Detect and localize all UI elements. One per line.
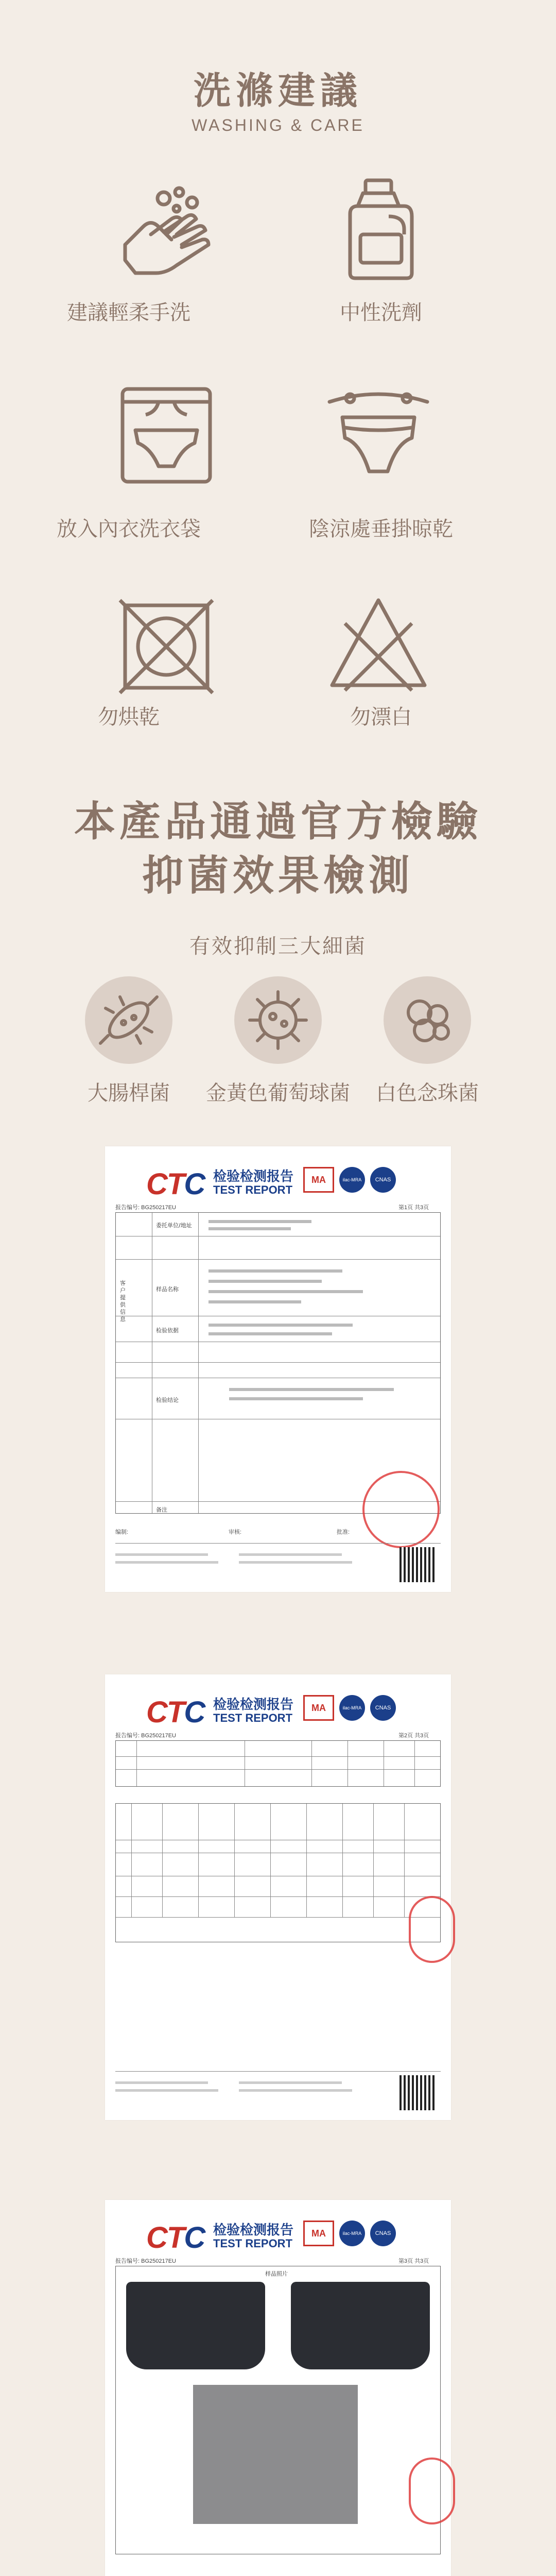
- sign-prepared: 编制:: [115, 1529, 129, 1535]
- report-number: 报告编号: BG250217EU: [115, 2258, 176, 2264]
- hand-wash-icon: [115, 183, 218, 286]
- detergent-icon: [327, 178, 430, 281]
- care-subtitle: WASHING & CARE: [192, 116, 364, 134]
- report-title-cn: 检验检测报告: [213, 2223, 294, 2238]
- sample-photo-fabric: [193, 2385, 358, 2524]
- care-label-no-bleach: 勿漂白: [350, 705, 412, 729]
- qr-code: [399, 1547, 435, 1582]
- report-page: 第1页 共3页: [398, 1205, 429, 1211]
- care-label-detergent: 中性洗劑: [340, 301, 422, 325]
- report-title-en: TEST REPORT: [213, 2237, 293, 2250]
- row-client: 委托单位/地址: [156, 1222, 192, 1229]
- report-title-cn: 检验检测报告: [213, 1169, 294, 1184]
- staphylococcus-icon: [234, 976, 322, 1064]
- row-conclusion: 检验结论: [156, 1397, 179, 1403]
- hang-dry-icon: [327, 389, 430, 492]
- ilac-badge: ilac-MRA: [339, 1167, 365, 1193]
- ctc-logo: CTC: [146, 2221, 205, 2255]
- row-remark: 备注: [156, 1506, 167, 1513]
- report-number: 报告编号: BG250217EU: [115, 1205, 176, 1211]
- report-seal: [362, 1471, 440, 1548]
- care-title: 洗滌建議: [193, 69, 362, 112]
- laundry-bag-icon: [115, 384, 218, 487]
- report-title-en: TEST REPORT: [213, 1183, 293, 1196]
- no-bleach-icon: [327, 592, 430, 696]
- cnas-badge: CNAS: [370, 1167, 396, 1193]
- row-sample: 样品名称: [156, 1286, 179, 1293]
- test-report-page-3: [105, 2200, 451, 2576]
- care-label-hand-wash: 建議輕柔手洗: [67, 301, 190, 325]
- report-title-cn: 检验检测报告: [213, 1697, 294, 1713]
- cnas-badge: CNAS: [370, 1695, 396, 1721]
- report-page: 第2页 共3页: [398, 1733, 429, 1739]
- ctc-logo: CTC: [146, 1696, 205, 1729]
- report-info-table: [115, 1212, 441, 1514]
- bacteria-label-staphylococcus: 金黃色葡萄球菌: [206, 1081, 350, 1105]
- sample-photo-back: [291, 2282, 430, 2369]
- ilac-badge: ilac-MRA: [339, 1695, 365, 1721]
- row-standard: 检验依据: [156, 1327, 179, 1334]
- sign-approved: 批准:: [337, 1529, 350, 1535]
- report-summary-table: [115, 1740, 441, 1787]
- candida-icon: [384, 976, 471, 1064]
- test-report-page-1: [105, 1146, 451, 1592]
- test-report-page-2: [105, 1674, 451, 2120]
- cnas-badge: CNAS: [370, 2221, 396, 2246]
- section-client-info: 客户提供信息: [120, 1280, 126, 1323]
- bacteria-label-candida: 白色念珠菌: [376, 1081, 479, 1105]
- ma-badge: MA: [303, 1695, 334, 1721]
- bacteria-label-e-coli: 大腸桿菌: [88, 1081, 170, 1105]
- test-headline-line1: 本產品通過官方檢驗: [74, 798, 482, 845]
- ctc-logo: CTC: [146, 1167, 205, 1201]
- qr-code: [399, 2075, 435, 2110]
- sign-reviewed: 审核:: [229, 1529, 242, 1535]
- care-label-no-tumble-dry: 勿烘乾: [98, 705, 160, 729]
- report-photo-frame: [115, 2266, 441, 2554]
- report-seal: [409, 1896, 455, 1963]
- no-tumble-dry-icon: [115, 595, 218, 698]
- ma-badge: MA: [303, 1167, 334, 1193]
- photo-caption: 样品照片: [265, 2270, 288, 2277]
- report-number: 报告编号: BG250217EU: [115, 1733, 176, 1739]
- ma-badge: MA: [303, 2221, 334, 2246]
- care-label-hang-dry: 陰涼處垂掛晾乾: [309, 517, 453, 541]
- ilac-badge: ilac-MRA: [339, 2221, 365, 2246]
- report-results-table: [115, 1803, 441, 1942]
- report-title-en: TEST REPORT: [213, 1711, 293, 1724]
- care-label-laundry-bag: 放入內衣洗衣袋: [57, 517, 201, 541]
- e-coli-icon: [85, 976, 172, 1064]
- test-subtitle: 有效抑制三大細菌: [189, 935, 367, 958]
- report-seal: [409, 2458, 455, 2524]
- sample-photo-front: [126, 2282, 265, 2369]
- report-page: 第3页 共3页: [398, 2258, 429, 2264]
- test-headline-line2: 抑菌效果檢測: [142, 852, 414, 900]
